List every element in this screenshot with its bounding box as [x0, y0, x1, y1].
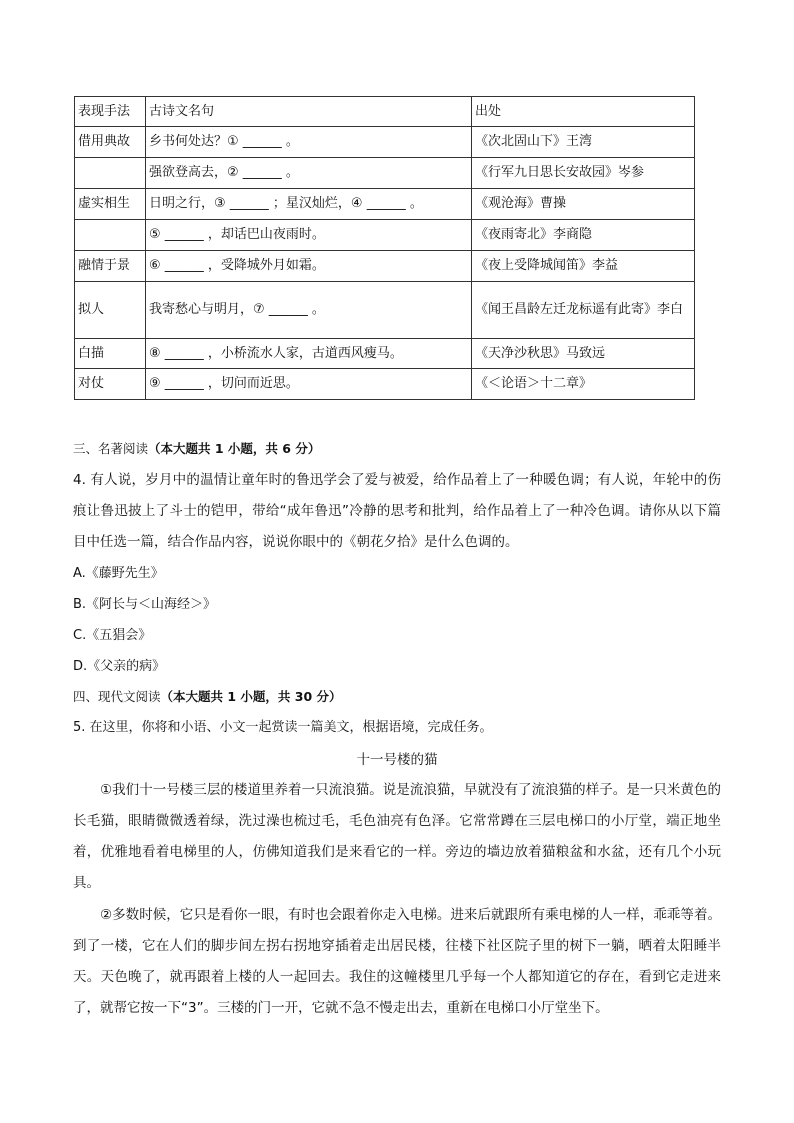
method-cell: 对仗 [75, 369, 146, 400]
line-cell: ⑤ ______ ，却话巴山夜雨时。 [146, 220, 472, 251]
article-paragraph-2: ②多数时候，它只是看你一眼，有时也会跟着你走入电梯。进来后就跟所有乘电梯的人一样，乖乖等着。到了一楼，它在人们的脚步间左拐右拐地穿插着走出居民楼，往楼下社区院子里的树下一躺，晒着太阳睡半天。天色晚了，就再跟着上楼的人一起回去。我住的这幢楼里几乎每一个人都知道它的存在，看到它走进来了，就帮它按一下“3”。三楼的门一开，它就不急不慢走出去，重新在电梯口小厅堂坐下。 [73, 907, 721, 1016]
table-row [75, 158, 695, 189]
source-cell: 《天净沙秋思》马致远 [472, 339, 695, 369]
source-cell: 《闻王昌龄左迁龙标遥有此寄》李白 [472, 282, 695, 339]
table-row [75, 127, 695, 158]
method-cell: 借用典故 [75, 127, 146, 158]
question-4-text: 4. 有人说，岁月中的温情让童年时的鲁迅学会了爱与被爱，给作品着上了一种暖色调；有人说，年轮中的伤痕让鲁迅披上了斗士的铠甲，带给“成年鲁迅”冷静的思考和批判，给作品着上了一种冷色调。请你从以下篇目中任选一篇，结合作品内容，说说你眼中的《朝花夕拾》是什么色调的。 [73, 472, 721, 550]
section-3-title: 三、名著阅读 [73, 441, 149, 456]
table-row [75, 189, 695, 220]
source-cell: 《观沧海》曹操 [472, 189, 695, 220]
source-cell: 《＜论语＞十二章》 [472, 369, 695, 400]
line-cell: 我寄愁心与明月，⑦ ______ 。 [146, 282, 472, 339]
option-d: D.《父亲的病》 [73, 659, 166, 674]
section-3-heading [73, 439, 720, 459]
source-cell: 《夜雨寄北》李商隐 [472, 220, 695, 251]
option-c: C.《五猖会》 [73, 628, 152, 643]
poem-table [74, 96, 695, 400]
method-cell: 白描 [75, 339, 146, 369]
table-header-row [75, 97, 695, 127]
method-cell: 拟人 [75, 282, 146, 339]
article-title: 十一号楼的猫 [356, 752, 438, 768]
line-cell: 日明之行，③ ______ ；星汉灿烂，④ ______ 。 [146, 189, 472, 220]
header-source: 出处 [472, 97, 695, 127]
table-row [75, 282, 695, 339]
method-cell [75, 158, 146, 189]
source-cell: 《夜上受降城闻笛》李益 [472, 251, 695, 282]
header-method: 表现手法 [75, 97, 146, 127]
source-cell: 《行军九日思长安故园》岑参 [472, 158, 695, 189]
method-cell [75, 220, 146, 251]
question-5-text: 5. 在这里，你将和小语、小文一起赏读一篇美文，根据语境，完成任务。 [73, 720, 493, 735]
option-a: A.《藤野先生》 [73, 566, 164, 581]
section-4-meta: （本大题共 1 小题，共 30 分） [160, 689, 342, 704]
method-cell: 虚实相生 [75, 189, 146, 220]
source-cell: 《次北固山下》王湾 [472, 127, 695, 158]
line-cell: 强欲登高去，② ______ 。 [146, 158, 472, 189]
line-cell: ⑥ ______ ，受降城外月如霜。 [146, 251, 472, 282]
article-paragraph-1: ①我们十一号楼三层的楼道里养着一只流浪猫。说是流浪猫，早就没有了流浪猫的样子。是一只米黄色的长毛猫，眼睛微微透着绿，洗过澡也梳过毛，毛色油亮有色泽。它常常蹲在三层电梯口的小厅堂，端正地坐着，优雅地看着电梯里的人，仿佛知道我们是来看它的一样。旁边的墙边放着猫粮盆和水盆，还有几个小玩具。 [73, 782, 721, 891]
section-3-meta: （本大题共 1 小题，共 6 分） [148, 441, 321, 456]
line-cell: ⑧ ______ ，小桥流水人家，古道西风瘦马。 [146, 339, 472, 369]
table-row [75, 251, 695, 282]
table-row [75, 369, 695, 400]
option-b: B.《阿长与＜山海经＞》 [73, 597, 217, 612]
header-line: 古诗文名句 [146, 97, 472, 127]
table-row [75, 339, 695, 369]
method-cell: 融情于景 [75, 251, 146, 282]
section-4-title: 四、现代文阅读 [73, 689, 161, 704]
section-4-heading [73, 687, 720, 707]
line-cell: 乡书何处达？① ______ 。 [146, 127, 472, 158]
table-row [75, 220, 695, 251]
line-cell: ⑨ ______ ，切问而近思。 [146, 369, 472, 400]
